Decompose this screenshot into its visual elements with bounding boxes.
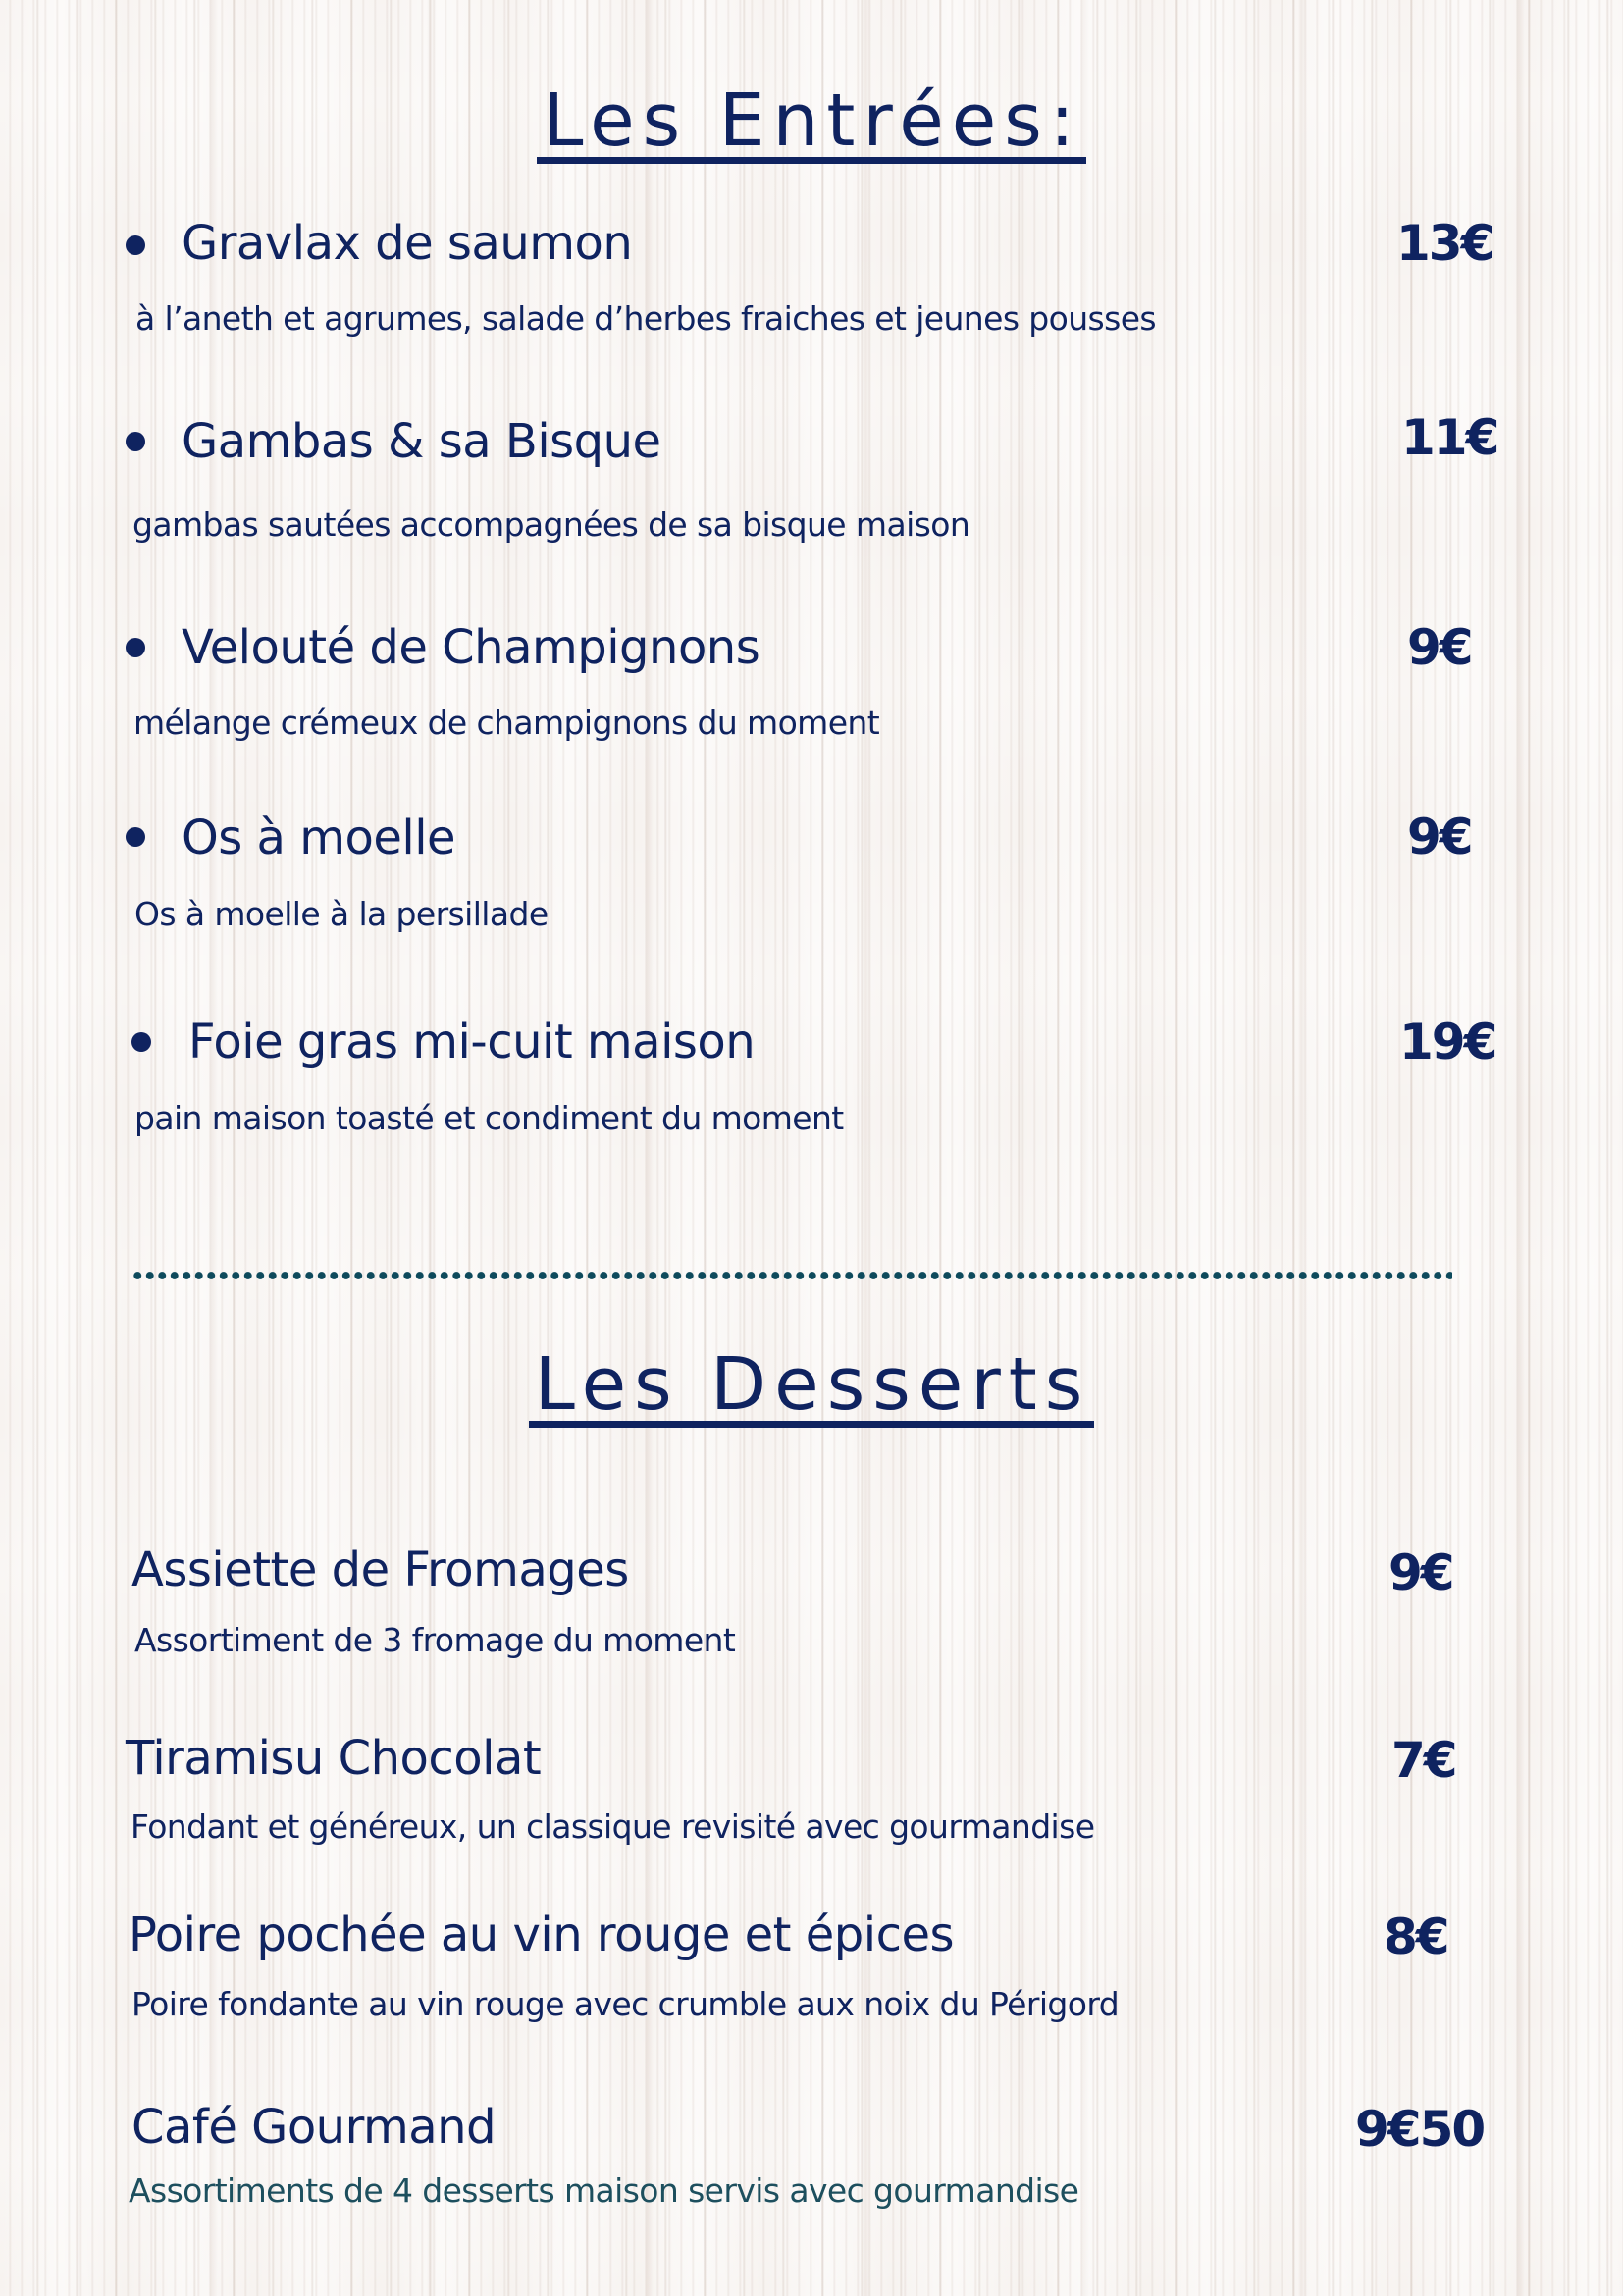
bullet-icon	[131, 1032, 151, 1052]
menu-item-price: 13€	[1396, 215, 1493, 272]
menu-item-name: Os à moelle	[182, 810, 456, 865]
bullet-icon	[126, 827, 145, 847]
menu-item-description: Poire fondante au vin rouge avec crumble aux noix du Périgord	[131, 1985, 1120, 2023]
menu-item-name: Gravlax de saumon	[182, 216, 633, 271]
menu-item-description: mélange crémeux de champignons du moment	[133, 704, 880, 742]
bullet-icon	[126, 235, 145, 255]
bullet-icon	[126, 432, 145, 451]
section-title-entrees	[0, 78, 1623, 164]
menu-item-price: 9€50	[1355, 2101, 1485, 2158]
menu-item-name: Tiramisu Chocolat	[126, 1731, 542, 1786]
menu-item-price: 9€	[1407, 619, 1472, 676]
dotted-divider	[131, 1272, 1452, 1279]
menu-item-price: 9€	[1388, 1544, 1453, 1601]
section-title-desserts	[0, 1342, 1623, 1428]
menu-item-description: à l’aneth et agrumes, salade d’herbes fraiches et jeunes pousses	[135, 299, 1157, 338]
menu-item-name: Gambas & sa Bisque	[182, 414, 661, 469]
menu-item-price: 7€	[1391, 1732, 1456, 1789]
menu-item-name: Assiette de Fromages	[131, 1542, 629, 1597]
menu-item-price: 11€	[1401, 409, 1498, 466]
menu-item-description: Os à moelle à la persillade	[134, 895, 549, 933]
menu-item-price: 19€	[1399, 1014, 1496, 1070]
menu-item-description: Fondant et généreux, un classique revisité avec gourmandise	[131, 1807, 1095, 1846]
bullet-icon	[126, 638, 145, 657]
desserts-heading: Les Desserts	[529, 1348, 1095, 1428]
menu-item-name: Café Gourmand	[131, 2100, 497, 2155]
menu-item-name: Foie gras mi-cuit maison	[188, 1015, 756, 1070]
menu-item-description: Assortiment de 3 fromage du moment	[134, 1621, 736, 1659]
menu-item-price: 9€	[1407, 809, 1472, 865]
entrees-heading: Les Entrées:	[537, 84, 1086, 164]
menu-item-name: Poire pochée au vin rouge et épices	[129, 1907, 954, 1962]
menu-item-description: Assortiments de 4 desserts maison servis avec gourmandise	[129, 2171, 1079, 2210]
menu-item-description: pain maison toasté et condiment du moment	[134, 1099, 844, 1137]
menu-item-price: 8€	[1384, 1908, 1448, 1965]
menu-item-name: Velouté de Champignons	[182, 620, 760, 675]
menu-item-description: gambas sautées accompagnées de sa bisque maison	[132, 505, 970, 544]
